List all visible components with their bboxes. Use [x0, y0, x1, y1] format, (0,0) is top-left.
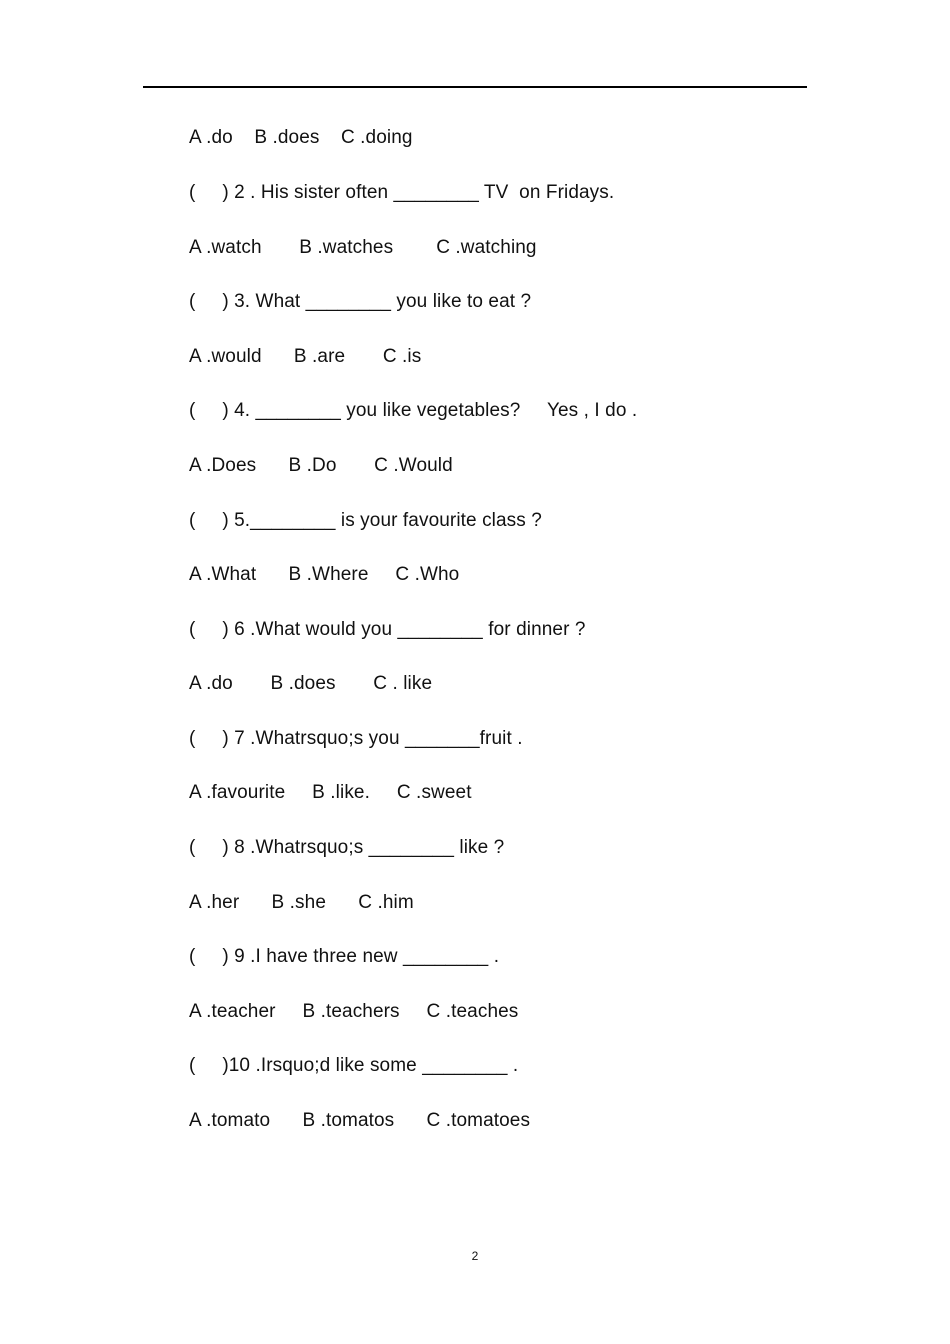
question-5: ( ) 5.________ is your favourite class ? — [189, 510, 542, 531]
question-4: ( ) 4. ________ you like vegetables? Yes , I do . — [189, 400, 638, 421]
answer-options-q3: A .would B .are C .is — [189, 346, 422, 367]
question-6: ( ) 6 .What would you ________ for dinner ? — [189, 619, 586, 640]
answer-options-q7: A .favourite B .like. C .sweet — [189, 782, 472, 803]
answer-options-q5: A .What B .Where C .Who — [189, 564, 460, 585]
header-rule — [143, 86, 807, 88]
question-2: ( ) 2 . His sister often ________ TV on Fridays. — [189, 182, 615, 203]
answer-options-q2: A .watch B .watches C .watching — [189, 237, 537, 258]
answer-options-q1: A .do B .does C .doing — [189, 127, 413, 148]
question-8: ( ) 8 .Whatrsquo;s ________ like ? — [189, 837, 505, 858]
question-9: ( ) 9 .I have three new ________ . — [189, 946, 500, 967]
answer-options-q4: A .Does B .Do C .Would — [189, 455, 453, 476]
answer-options-q9: A .teacher B .teachers C .teaches — [189, 1001, 519, 1022]
question-3: ( ) 3. What ________ you like to eat ? — [189, 291, 532, 312]
question-10: ( )10 .Irsquo;d like some ________ . — [189, 1055, 519, 1076]
page-number: 2 — [471, 1249, 479, 1263]
answer-options-q8: A .her B .she C .him — [189, 892, 414, 913]
answer-options-q6: A .do B .does C . like — [189, 673, 433, 694]
question-7: ( ) 7 .Whatrsquo;s you _______fruit . — [189, 728, 523, 749]
answer-options-q10: A .tomato B .tomatos C .tomatoes — [189, 1110, 531, 1131]
